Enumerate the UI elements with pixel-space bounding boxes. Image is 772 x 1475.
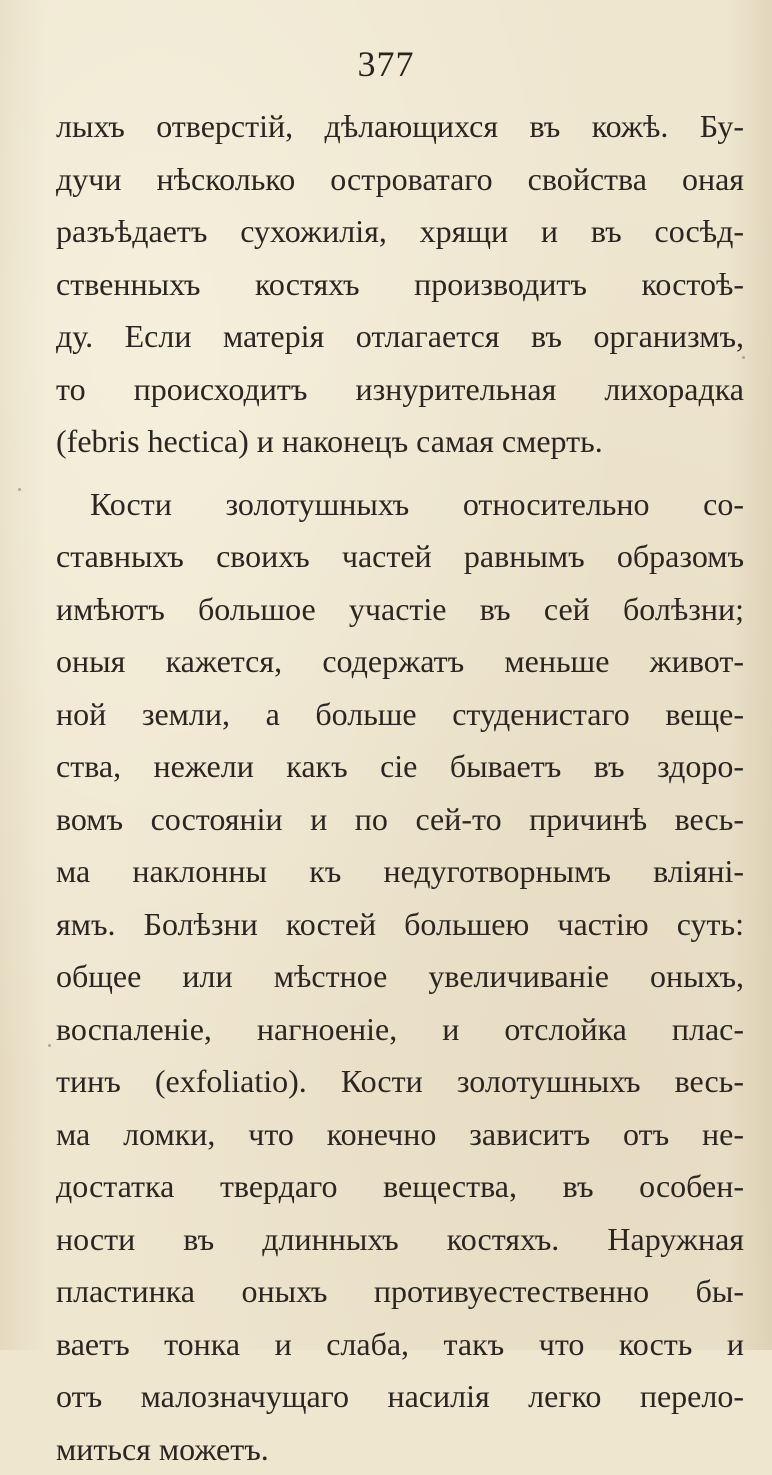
text-line: общее или мѣстное увеличиваніе оныхъ,: [56, 950, 744, 1003]
paper-speck: [742, 356, 745, 359]
page-number: 377: [0, 44, 772, 84]
text-line: (febris hectica) и наконецъ самая смерть.: [56, 415, 744, 468]
text-line: ма наклонны къ недуготворнымъ вліяні-: [56, 845, 744, 898]
text-line: ной земли, а больше студенистаго веще-: [56, 688, 744, 741]
text-line: ваетъ тонка и слаба, такъ что кость и: [56, 1318, 744, 1371]
text-line: дучи нѣсколько островатаго свойства оная: [56, 153, 744, 206]
text-line: вомъ состояніи и по сей-то причинѣ весь-: [56, 793, 744, 846]
text-line: тинъ (exfoliatio). Кости золотушныхъ весь-: [56, 1055, 744, 1108]
text-line: ямъ. Болѣзни костей большею частію суть:: [56, 898, 744, 951]
text-line: ности въ длинныхъ костяхъ. Наружная: [56, 1213, 744, 1266]
text-line: воспаленіе, нагноеніе, и отслойка плас-: [56, 1003, 744, 1056]
text-line: достатка твердаго вещества, въ особен-: [56, 1160, 744, 1213]
text-line: оныя кажется, содержатъ меньше живот-: [56, 635, 744, 688]
paper-speck: [48, 1044, 51, 1047]
text-line: отъ малозначущаго насилія легко перело-: [56, 1370, 744, 1423]
text-line: Кости золотушныхъ относительно со-: [56, 478, 744, 531]
text-line: миться можетъ.: [56, 1423, 744, 1475]
text-line: пластинка оныхъ противуестественно бы-: [56, 1265, 744, 1318]
text-line: ственныхъ костяхъ производитъ костоѣ-: [56, 258, 744, 311]
paragraph-gap: [56, 468, 744, 478]
text-line: ставныхъ своихъ частей равнымъ образомъ: [56, 530, 744, 583]
text-line: разъѣдаетъ сухожилія, хрящи и въ сосѣд-: [56, 205, 744, 258]
text-line: ду. Если матерія отлагается въ организмъ,: [56, 310, 744, 363]
body-text: [56, 100, 744, 1475]
text-line: лыхъ отверстій, дѣлающихся въ кожѣ. Бу-: [56, 100, 744, 153]
paragraph: [56, 100, 744, 468]
paper-speck: [18, 488, 21, 491]
text-line: имѣютъ большое участіе въ сей болѣзни;: [56, 583, 744, 636]
text-line: ства, нежели какъ сіе бываетъ въ здоро-: [56, 740, 744, 793]
paragraph: [56, 478, 744, 1475]
text-line: ма ломки, что конечно зависитъ отъ не-: [56, 1108, 744, 1161]
text-line: то происходитъ изнурительная лихорадка: [56, 363, 744, 416]
